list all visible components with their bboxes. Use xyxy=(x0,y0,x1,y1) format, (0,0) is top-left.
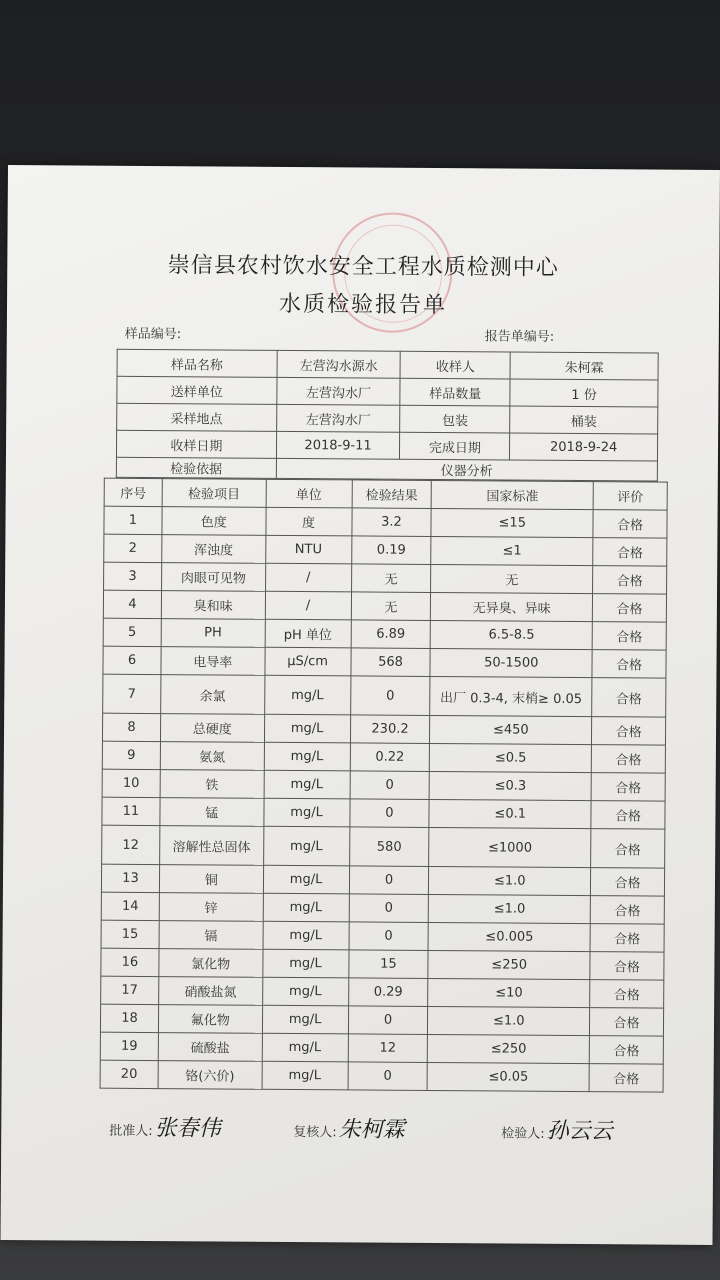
col-header-no: 序号 xyxy=(104,478,162,506)
cell-no: 6 xyxy=(103,646,161,674)
table-row xyxy=(102,769,665,801)
cell-standard: ≤1000 xyxy=(429,827,591,867)
reviewer-signature xyxy=(293,1112,405,1144)
cell-item: 锌 xyxy=(159,893,263,922)
cell-no: 16 xyxy=(101,948,159,976)
cell-no: 5 xyxy=(103,618,161,646)
table-row xyxy=(100,1004,663,1036)
cell-standard: 出厂 0.3-4, 末梢≥ 0.05 xyxy=(430,676,592,716)
cell-unit: mg/L xyxy=(263,921,349,950)
info-row xyxy=(117,376,658,407)
cell-no: 14 xyxy=(101,892,159,920)
report-no-label: 报告单编号: xyxy=(484,329,555,345)
cell-no: 18 xyxy=(100,1004,158,1032)
receive-date-value: 2018-9-11 xyxy=(276,431,400,459)
cell-item: 铜 xyxy=(159,865,263,894)
cell-result: 0 xyxy=(350,676,430,716)
cell-standard: ≤1.0 xyxy=(429,866,591,895)
cell-item: 氨氮 xyxy=(160,742,264,771)
cell-no: 1 xyxy=(104,506,162,534)
receiver-label: 收样人 xyxy=(400,351,510,379)
cell-item: 镉 xyxy=(159,921,263,950)
cell-unit: / xyxy=(265,563,351,592)
cell-evaluation: 合格 xyxy=(592,650,666,679)
cell-item: 浑浊度 xyxy=(162,535,266,564)
col-header-standard: 国家标准 xyxy=(432,480,594,509)
basis-value: 仪器分析 xyxy=(276,458,657,481)
cell-no: 17 xyxy=(101,976,159,1004)
complete-date-label: 完成日期 xyxy=(400,432,510,460)
cell-evaluation: 合格 xyxy=(591,801,665,830)
cell-evaluation: 合格 xyxy=(589,1036,663,1065)
quantity-value: 1 份 xyxy=(510,379,658,407)
receive-date-label: 收样日期 xyxy=(116,430,276,458)
cell-evaluation: 合格 xyxy=(593,510,667,539)
cell-item: 余氯 xyxy=(161,675,265,715)
cell-unit: mg/L xyxy=(264,714,350,743)
package-value: 桶装 xyxy=(510,406,658,434)
cell-result: 0.22 xyxy=(350,743,430,772)
report-title: 崇信县农村饮水安全工程水质检测中心 xyxy=(167,253,559,281)
col-header-result: 检验结果 xyxy=(352,480,432,509)
cell-evaluation: 合格 xyxy=(590,1008,664,1037)
table-row xyxy=(102,741,665,773)
cell-evaluation: 合格 xyxy=(590,980,664,1009)
cell-no: 19 xyxy=(100,1032,158,1060)
table-row xyxy=(103,674,666,717)
table-row xyxy=(100,1060,663,1092)
cell-unit: mg/L xyxy=(264,798,350,827)
cell-no: 2 xyxy=(104,534,162,562)
cell-evaluation: 合格 xyxy=(591,868,665,897)
col-header-evaluation: 评价 xyxy=(593,482,667,511)
cell-result: 0 xyxy=(348,1006,428,1035)
info-row xyxy=(117,349,658,380)
cell-standard: ≤0.3 xyxy=(430,771,592,800)
results-table xyxy=(100,478,668,1093)
table-row xyxy=(103,646,666,678)
cell-result: 0 xyxy=(349,866,429,895)
report-subtitle: 水质检验报告单 xyxy=(278,291,448,319)
cell-result: 0.29 xyxy=(348,978,428,1007)
report-paper xyxy=(0,165,719,1245)
approver-label: 批准人: xyxy=(109,1123,153,1140)
cell-result: 0 xyxy=(350,771,430,800)
cell-unit: mg/L xyxy=(262,1005,348,1034)
cell-item: PH xyxy=(161,619,265,648)
cell-no: 3 xyxy=(104,562,162,590)
cell-standard: ≤0.5 xyxy=(430,743,592,772)
cell-unit: mg/L xyxy=(264,675,350,715)
cell-unit: mg/L xyxy=(263,865,349,894)
cell-item: 溶解性总固体 xyxy=(160,826,264,866)
table-row xyxy=(101,948,664,980)
cell-result: 0 xyxy=(348,1062,428,1091)
cell-standard: ≤1.0 xyxy=(428,1006,590,1035)
cell-item: 色度 xyxy=(162,507,266,536)
cell-unit: 度 xyxy=(266,507,352,536)
cell-evaluation: 合格 xyxy=(591,829,665,869)
location-label: 采样地点 xyxy=(117,403,277,431)
cell-standard: 6.5-8.5 xyxy=(431,620,593,649)
cell-result: 12 xyxy=(348,1034,428,1063)
cell-evaluation: 合格 xyxy=(592,622,666,651)
cell-evaluation: 合格 xyxy=(592,678,666,718)
complete-date-value: 2018-9-24 xyxy=(510,433,658,461)
table-row xyxy=(101,976,664,1008)
cell-standard: ≤10 xyxy=(428,978,590,1007)
cell-unit: / xyxy=(265,591,351,620)
cell-standard: ≤1.0 xyxy=(429,894,591,923)
cell-standard: ≤450 xyxy=(430,715,592,744)
cell-no: 12 xyxy=(102,825,160,864)
sample-info-table xyxy=(116,349,659,482)
cell-item: 铬(六价) xyxy=(158,1061,262,1090)
table-row xyxy=(103,590,666,622)
cell-unit: μS/cm xyxy=(265,647,351,676)
results-body xyxy=(100,506,667,1092)
cell-item: 肉眼可见物 xyxy=(161,563,265,592)
sender-label: 送样单位 xyxy=(117,376,277,404)
cell-item: 锰 xyxy=(160,798,264,827)
inspector-label: 检验人: xyxy=(501,1126,545,1142)
cell-unit: mg/L xyxy=(263,893,349,922)
reviewer-label: 复核人: xyxy=(293,1125,337,1141)
receiver-value: 朱柯霖 xyxy=(510,352,658,380)
cell-result: 15 xyxy=(348,950,428,979)
cell-evaluation: 合格 xyxy=(589,1064,663,1093)
basis-label: 检验依据 xyxy=(116,457,276,478)
cell-item: 总硬度 xyxy=(160,714,264,743)
cell-unit: mg/L xyxy=(262,977,348,1006)
cell-evaluation: 合格 xyxy=(591,745,665,774)
table-row xyxy=(100,1032,663,1064)
cell-standard: 无 xyxy=(431,564,593,593)
cell-item: 氟化物 xyxy=(158,1005,262,1034)
cell-evaluation: 合格 xyxy=(590,896,664,925)
table-row xyxy=(104,562,667,594)
cell-evaluation: 合格 xyxy=(590,924,664,953)
inspector-name: 孙云云 xyxy=(546,1118,613,1145)
cell-evaluation: 合格 xyxy=(591,773,665,802)
cell-unit: mg/L xyxy=(262,1061,348,1090)
cell-result: 568 xyxy=(350,648,430,677)
cell-no: 8 xyxy=(102,713,160,741)
cell-no: 10 xyxy=(102,769,160,797)
table-row xyxy=(101,920,664,952)
table-row xyxy=(102,797,665,829)
cell-no: 4 xyxy=(103,590,161,618)
table-row xyxy=(103,618,666,650)
cell-item: 硝酸盐氮 xyxy=(159,977,263,1006)
cell-result: 580 xyxy=(349,827,429,867)
cell-standard: ≤250 xyxy=(428,950,590,979)
table-row xyxy=(104,506,667,538)
cell-result: 0 xyxy=(349,799,429,828)
cell-no: 15 xyxy=(101,920,159,948)
reviewer-name: 朱柯霖 xyxy=(338,1117,405,1143)
cell-evaluation: 合格 xyxy=(592,594,666,623)
cell-evaluation: 合格 xyxy=(593,538,667,567)
cell-result: 6.89 xyxy=(351,620,431,649)
cell-result: 无 xyxy=(351,592,431,621)
cell-evaluation: 合格 xyxy=(592,717,666,746)
cell-item: 硫酸盐 xyxy=(158,1033,262,1062)
col-header-unit: 单位 xyxy=(266,479,352,508)
cell-unit: mg/L xyxy=(262,1033,348,1062)
cell-unit: mg/L xyxy=(263,826,349,866)
cell-result: 230.2 xyxy=(350,715,430,744)
cell-standard: ≤0.005 xyxy=(428,922,590,951)
col-header-item: 检验项目 xyxy=(162,479,266,508)
inspector-signature xyxy=(501,1113,613,1145)
cell-result: 3.2 xyxy=(351,508,431,537)
cell-no: 20 xyxy=(100,1060,158,1088)
cell-no: 11 xyxy=(102,797,160,825)
cell-unit: NTU xyxy=(265,535,351,564)
approver-name: 张春伟 xyxy=(154,1116,221,1142)
package-label: 包装 xyxy=(400,405,510,433)
cell-standard: 无异臭、异味 xyxy=(431,592,593,621)
sample-name-value: 左营沟水源水 xyxy=(277,350,401,378)
cell-standard: ≤250 xyxy=(428,1034,590,1063)
cell-result: 无 xyxy=(351,564,431,593)
table-row xyxy=(102,825,665,868)
cell-item: 氯化物 xyxy=(159,949,263,978)
location-value: 左营沟水厂 xyxy=(276,404,400,432)
table-row xyxy=(104,534,667,566)
cell-no: 9 xyxy=(102,741,160,769)
table-row xyxy=(101,892,664,924)
cell-no: 13 xyxy=(101,864,159,892)
cell-result: 0 xyxy=(349,894,429,923)
cell-unit: pH 单位 xyxy=(265,619,351,648)
sender-value: 左营沟水厂 xyxy=(276,377,400,405)
cell-unit: mg/L xyxy=(264,742,350,771)
cell-item: 铁 xyxy=(160,770,264,799)
sample-name-label: 样品名称 xyxy=(117,349,277,377)
info-row xyxy=(117,403,658,434)
cell-evaluation: 合格 xyxy=(590,952,664,981)
results-header-row xyxy=(104,478,667,510)
cell-item: 臭和味 xyxy=(161,591,265,620)
sample-no-label: 样品编号: xyxy=(124,326,182,343)
signature-area xyxy=(1,1110,713,1145)
cell-standard: ≤15 xyxy=(431,508,593,537)
quantity-label: 样品数量 xyxy=(400,378,510,406)
approver-signature xyxy=(109,1111,221,1143)
cell-standard: ≤0.05 xyxy=(427,1062,589,1091)
cell-no: 7 xyxy=(103,674,161,713)
cell-standard: ≤0.1 xyxy=(429,799,591,828)
table-row xyxy=(101,864,664,896)
table-row xyxy=(102,713,665,745)
cell-unit: mg/L xyxy=(262,949,348,978)
cell-item: 电导率 xyxy=(161,647,265,676)
info-row xyxy=(116,430,657,461)
cell-standard: 50-1500 xyxy=(430,648,592,677)
cell-evaluation: 合格 xyxy=(593,566,667,595)
cell-result: 0 xyxy=(349,922,429,951)
cell-result: 0.19 xyxy=(351,536,431,565)
cell-standard: ≤1 xyxy=(431,536,593,565)
cell-unit: mg/L xyxy=(264,770,350,799)
